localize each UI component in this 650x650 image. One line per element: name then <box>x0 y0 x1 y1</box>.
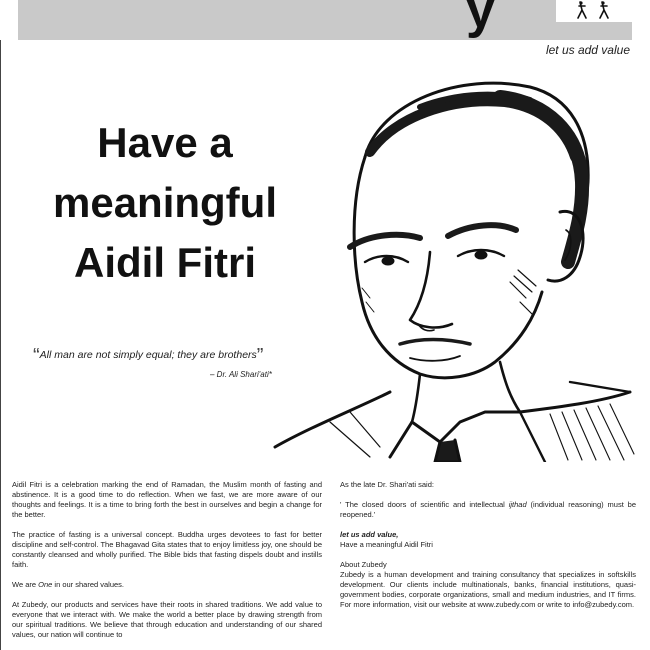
left-column <box>12 480 322 650</box>
signoff-greeting: Have a meaningful Aidil Fitri <box>340 540 433 549</box>
shariati-quote-text-1: ' The closed doors of scientific and intellectual <box>340 500 509 509</box>
masthead-logo-mark <box>556 0 632 22</box>
shariati-quote-emphasis: ijthad <box>508 500 527 509</box>
pull-quote-attribution: – Dr. Ali Shari'ati* <box>210 370 272 379</box>
shared-values-text-1: We are <box>12 580 39 589</box>
shared-values-text-2: in our shared values. <box>52 580 125 589</box>
page-border-left <box>0 40 1 650</box>
shared-values-emphasis: One <box>38 580 53 589</box>
paragraph-zubedy: At Zubedy, our products and services have their roots in shared traditions. We add value to everyone that we interact with. We make the world a better place by drawing strength from our spiritual traditions. We believe that through education and understanding of our shared values, our nation will continue to <box>12 600 322 639</box>
paragraph-fasting: The practice of fasting is a universal concept. Buddha urges devotees to fast for better discipline and self-control. The Bhagavad Gita states that to enjoy limitless joy, one should be constantly cleansed and wholly purified. The Bible bids that fasting dispels doubt and instills faith. <box>12 530 322 569</box>
signoff-tagline-text: let us add value, <box>340 530 399 539</box>
portrait-illustration <box>270 62 638 462</box>
about-text: Zubedy is a human development and training consultancy that specializes in softskills development. Our clients include multinationals, banks, financial institutions, quasi-government bodies, corporate organizations, small and medium industries, and IT firms. For more information, visit our website at www.zubedy.com or write to info@zubedy.com. <box>340 570 636 609</box>
headline <box>20 113 310 293</box>
figures-icon <box>556 0 632 22</box>
right-column <box>340 480 636 620</box>
masthead-banner <box>18 0 632 40</box>
shariati-quote-text-2: (individual reasoning) must be reopened.' <box>340 500 637 519</box>
headline-line-2: meaningful <box>52 179 277 226</box>
close-quote-icon: ” <box>256 345 264 367</box>
paragraph-shared-values <box>12 580 322 590</box>
signoff-tagline <box>340 530 636 540</box>
shariati-intro: As the late Dr. Shari'ati said: <box>340 480 434 489</box>
paragraph-intro: Aidil Fitri is a celebration marking the end of Ramadan, the Muslim month of fasting and abstinence. It is a good time to do reflection. When we fast, we are more aware of our thoughts and feelings. It is a time to bring forth the best in ourselves and begin a change for the better. <box>12 480 322 519</box>
masthead-logo-text: y <box>466 0 495 39</box>
open-quote-icon: “ <box>33 345 40 367</box>
tagline: let us add value <box>545 43 630 57</box>
pull-quote-text: All man are not simply equal; they are brothers <box>39 349 257 361</box>
headline-line-3: Aidil Fitri <box>74 239 256 286</box>
headline-line-1: Have a <box>97 119 233 166</box>
about-title: About Zubedy <box>340 560 387 569</box>
shariati-quote <box>340 500 636 520</box>
